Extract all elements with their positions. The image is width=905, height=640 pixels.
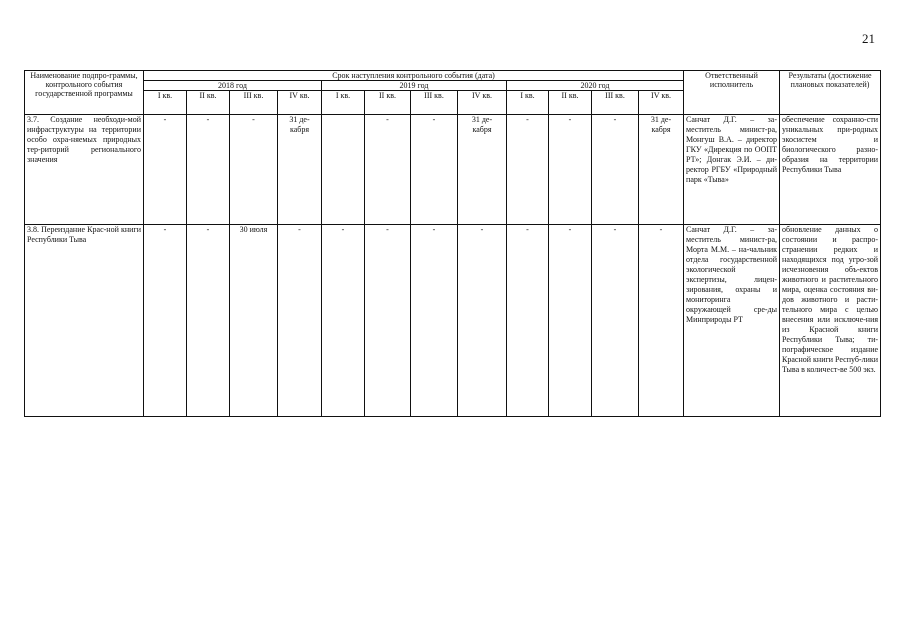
quarter-cell: - (507, 225, 549, 417)
header-quarter: I кв. (144, 91, 187, 115)
header-name-column: Наименование подпро-граммы, контрольного события государственной программы (25, 71, 144, 115)
header-quarter: II кв. (365, 91, 411, 115)
quarter-cell: - (365, 115, 411, 225)
header-responsible: Ответственный исполнитель (684, 71, 780, 115)
quarter-cell: 31 де- кабря (458, 115, 507, 225)
table-row (25, 115, 881, 225)
header-results: Результаты (достижение плановых показателей) (780, 71, 881, 115)
quarter-cell (322, 115, 365, 225)
header-quarter: II кв. (187, 91, 230, 115)
header-deadline-group: Срок наступления контрольного события (дата) (144, 71, 684, 81)
page-number: 21 (862, 31, 875, 46)
quarter-cell: - (230, 115, 278, 225)
quarter-cell: - (187, 225, 230, 417)
responsible-executor: Санчат Д.Г. – за-меститель минист-ра, Морта М.М. – на-чальник отдела государственной экологической экспертизы, лицен-зирования, охраны и мониторинга окружающей сре-ды Минприроды РТ (684, 225, 780, 417)
event-name: 3.8. Переиздание Крас-ной книги Республики Тыва (25, 225, 144, 417)
quarter-cell: - (411, 115, 458, 225)
quarter-cell: 31 де- кабря (278, 115, 322, 225)
quarter-cell: - (187, 115, 230, 225)
header-quarter: IV кв. (458, 91, 507, 115)
quarter-cell: - (507, 115, 549, 225)
header-quarter: IV кв. (639, 91, 684, 115)
responsible-executor: Санчат Д.Г. – за-меститель минист-ра, Монгуш В.А. – директор ГКУ «Дирекция по ООПТ РТ»; Донгак Э.И. – ди-ректор РГБУ «Природный парк «Тыва» (684, 115, 780, 225)
header-quarter: III кв. (230, 91, 278, 115)
quarter-cell: - (639, 225, 684, 417)
quarter-cell: - (549, 115, 592, 225)
quarter-cell: - (592, 225, 639, 417)
planned-results: обеспечение сохранно-сти уникальных при-родных экосистем и биологического разно-образия на территории Республики Тыва (780, 115, 881, 225)
quarter-cell: - (322, 225, 365, 417)
quarter-cell: - (144, 225, 187, 417)
header-year: 2019 год (322, 81, 507, 91)
header-year: 2018 год (144, 81, 322, 91)
event-name: 3.7. Создание необходи-мой инфраструктуры на территории особо охра-няемых природных тер-риторий регионального значения (25, 115, 144, 225)
quarter-cell: - (144, 115, 187, 225)
quarter-cell: - (458, 225, 507, 417)
header-quarter: III кв. (411, 91, 458, 115)
planned-results: обновление данных о состоянии и распро-странении редких и находящихся под угро-зой исчезновения объ-ектов животного и растительного мира, оценка состояния ви-дов животного и расти-тельного мира с целью внесения или исключе-ния из Красной книги Республики Тыва; ти-пографическое издание Красной книги Респуб-лики Тыва в количест-ве 500 экз. (780, 225, 881, 417)
quarter-cell: 31 де- кабря (639, 115, 684, 225)
quarter-cell: - (365, 225, 411, 417)
quarter-cell: - (592, 115, 639, 225)
control-events-table (24, 70, 881, 417)
header-year: 2020 год (507, 81, 684, 91)
header-quarter: I кв. (322, 91, 365, 115)
header-quarter: III кв. (592, 91, 639, 115)
quarter-cell: - (549, 225, 592, 417)
quarter-cell: - (411, 225, 458, 417)
quarter-cell: 30 июля (230, 225, 278, 417)
header-quarter: I кв. (507, 91, 549, 115)
header-quarter: II кв. (549, 91, 592, 115)
quarter-cell: - (278, 225, 322, 417)
header-quarter: IV кв. (278, 91, 322, 115)
table-row (25, 225, 881, 417)
